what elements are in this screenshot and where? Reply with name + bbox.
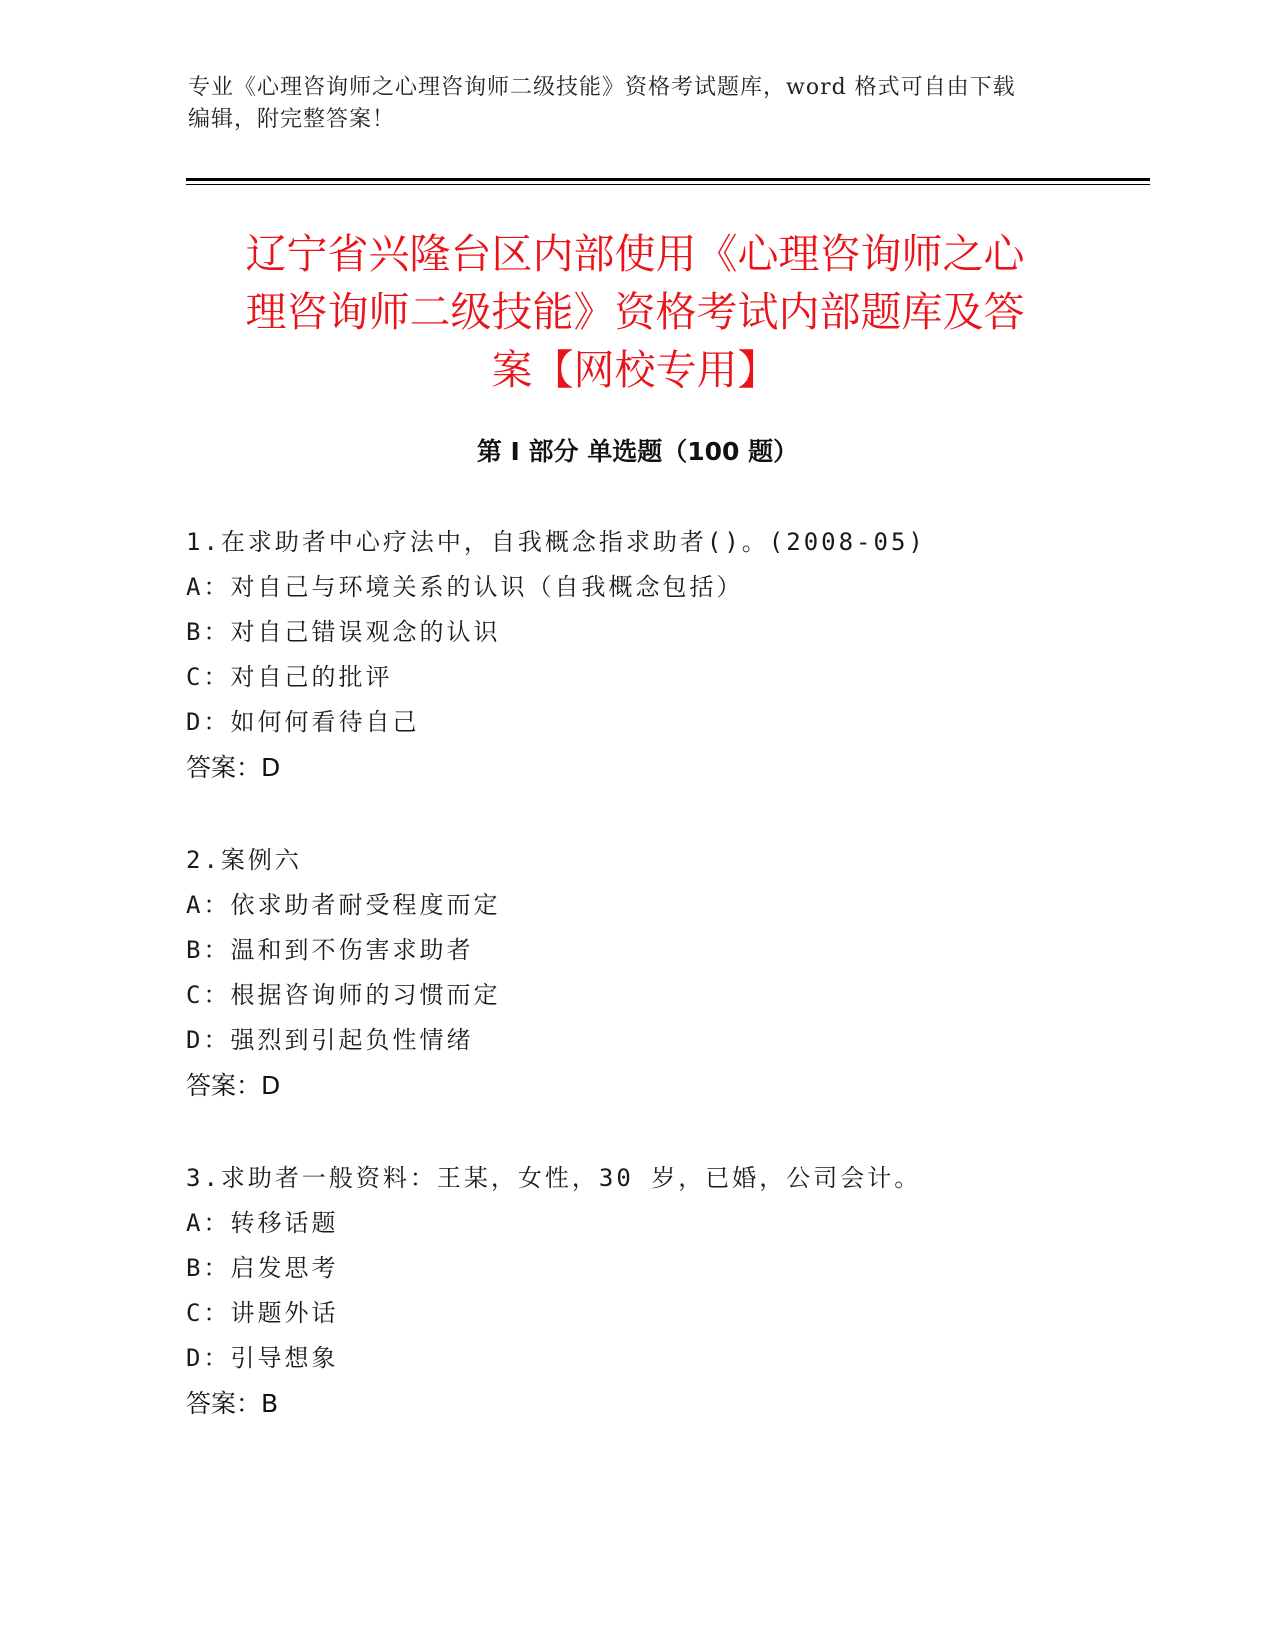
option-d: D：强烈到引起负性情绪 bbox=[186, 1026, 474, 1054]
header-note-line-2: 编辑，附完整答案！ bbox=[188, 107, 396, 132]
header-divider-thin bbox=[186, 184, 1150, 185]
option-c: C：讲题外话 bbox=[186, 1299, 339, 1327]
header-note-line-1: 专业《心理咨询师之心理咨询师二级技能》资格考试题库，word 格式可自由下载 bbox=[188, 75, 1016, 100]
option-d: D：如何何看待自己 bbox=[186, 708, 420, 736]
option-c: C：对自己的批评 bbox=[186, 663, 393, 691]
question-stem: 1.在求助者中心疗法中，自我概念指求助者()。(2008-05) bbox=[186, 528, 926, 556]
question-stem: 3.求助者一般资料：王某，女性，30 岁，已婚，公司会计。 bbox=[186, 1164, 922, 1192]
question-1 bbox=[186, 520, 1086, 790]
option-a: A：对自己与环境关系的认识（自我概念包括） bbox=[186, 573, 744, 601]
option-a: A：转移话题 bbox=[186, 1209, 339, 1237]
document-title-line-3: 案【网校专用】 bbox=[491, 346, 779, 394]
answer-line: 答案：D bbox=[186, 753, 281, 782]
document-title bbox=[190, 225, 1080, 399]
header-divider-thick bbox=[186, 178, 1150, 181]
option-b: B：启发思考 bbox=[186, 1254, 339, 1282]
question-2 bbox=[186, 838, 1086, 1108]
header-note bbox=[188, 72, 1088, 136]
answer-line: 答案：B bbox=[186, 1389, 279, 1418]
document-title-line-1: 辽宁省兴隆台区内部使用《心理咨询师之心 bbox=[245, 230, 1025, 278]
option-d: D：引导想象 bbox=[186, 1344, 339, 1372]
option-c: C：根据咨询师的习惯而定 bbox=[186, 981, 501, 1009]
option-a: A：依求助者耐受程度而定 bbox=[186, 891, 501, 919]
option-b: B：温和到不伤害求助者 bbox=[186, 936, 474, 964]
answer-line: 答案：D bbox=[186, 1071, 281, 1100]
question-3 bbox=[186, 1156, 1086, 1426]
question-stem: 2.案例六 bbox=[186, 846, 302, 874]
option-b: B：对自己错误观念的认识 bbox=[186, 618, 501, 646]
section-heading: 第 I 部分 单选题（100 题） bbox=[476, 437, 799, 466]
document-title-line-2: 理咨询师二级技能》资格考试内部题库及答 bbox=[245, 288, 1025, 336]
